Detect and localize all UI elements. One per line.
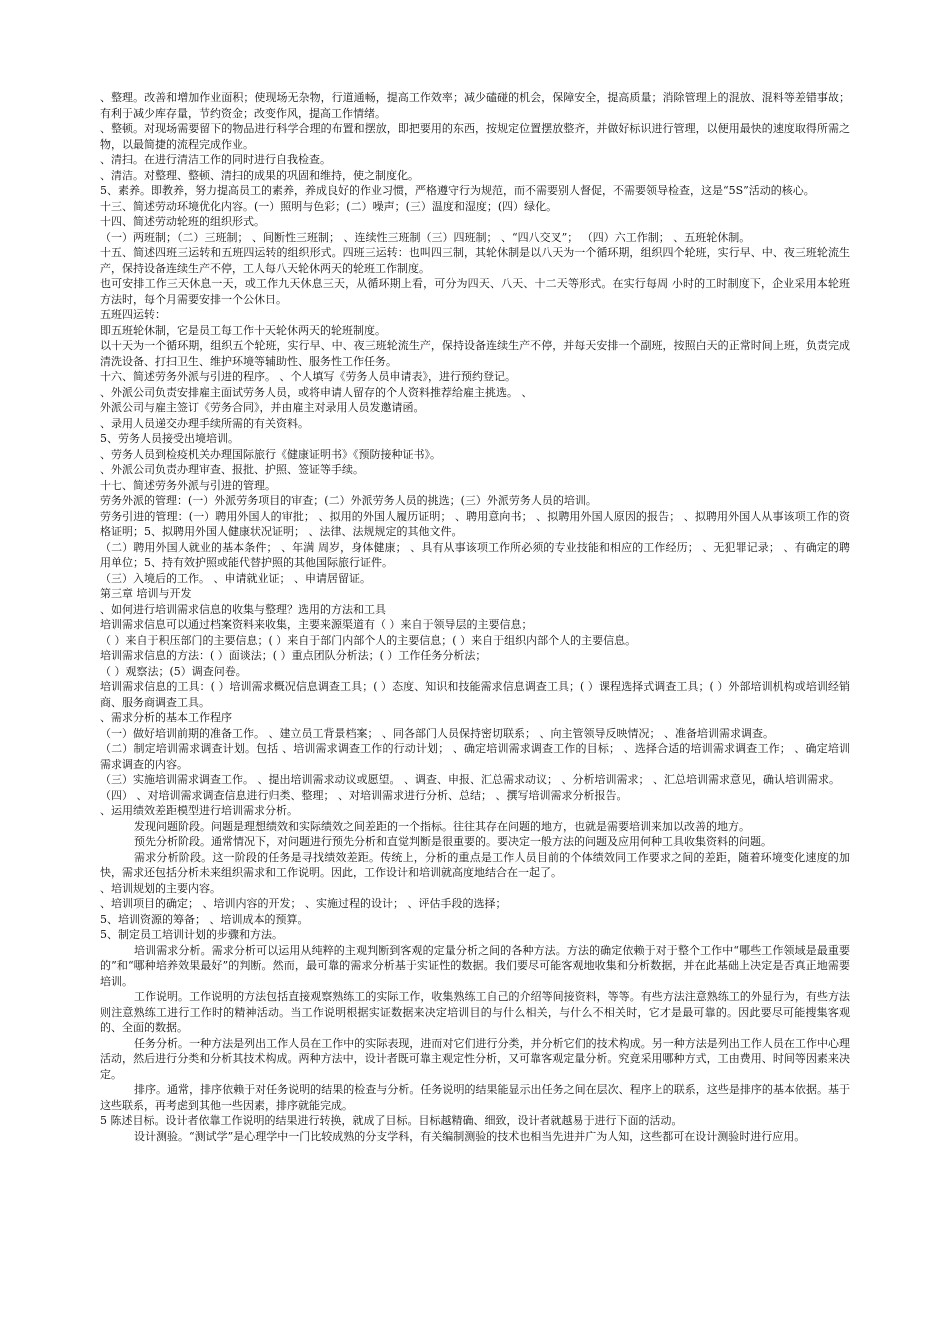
- paragraph: （一）做好培训前期的准备工作。 、建立员工背景档案； 、同各部门人员保持密切联系； 、向主管领导反映情况； 、准备培训需求调查。: [100, 726, 774, 740]
- paragraph: 十三、简述劳动环境优化内容。(一）照明与色彩；(二）噪声；(三）温度和湿度；(四）绿化。: [100, 199, 558, 213]
- paragraph: 、劳务人员到检疫机关办理国际旅行《健康证明书》《预防接种证书》。: [100, 447, 441, 461]
- paragraph: 需求分析阶段。这一阶段的任务是寻找绩效差距。传统上，分析的重点是工作人员目前的个体绩效同工作要求之间的差距，随着环境变化速度的加快，需求还包括分析未来组织需求和工作说明。因此，工作设计和培训就高度地结合在一起了。: [100, 850, 850, 879]
- paragraph: 培训需求分析。需求分析可以运用从纯粹的主观判断到客观的定量分析之间的各种方法。方法的确定依赖于对于整个工作中“哪些工作领域是最重要的”和“哪种培养效果最好”的判断。然而，最可靠的需求分析基于实证性的数据。我们要尽可能客观地收集和分析数据，并在此基础上决定是否真正地需要培训。: [100, 943, 850, 988]
- paragraph: （四） 、对培训需求调查信息进行归类、整理； 、对培训需求进行分析、总结； 、撰写培训需求分析报告。: [100, 788, 628, 802]
- paragraph: 劳务引进的管理：(一）聘用外国人的审批； 、拟用的外国人履历证明； 、聘用意向书； 、拟聘用外国人原因的报告； 、拟聘用外国人从事该项工作的资格证明；5、拟聘用外国人健康状况证明； 、法律、法规规定的其他文件。: [100, 509, 850, 538]
- paragraph: 、清洁。对整理、整顿、清扫的成果的巩固和维持，使之制度化。: [100, 168, 419, 182]
- paragraph: 5、劳务人员接受出境培训。: [100, 432, 239, 445]
- paragraph: 、如何进行培训需求信息的收集与整理？选用的方法和工具: [100, 602, 386, 616]
- paragraph: 任务分析。一种方法是列出工作人员在工作中的实际表现，进而对它们进行分类，并分析它们的技术构成。另一种方法是列出工作人员在工作中心理活动，然后进行分类和分析其技术构成。两种方法中，设计者既可靠主观定性分析，又可靠客观定量分析。究竟采用哪种方式，工由费用、时间等因素来决定。: [100, 1036, 850, 1081]
- paragraph: （三）入境后的工作。 、申请就业证； 、申请居留证。: [100, 571, 371, 585]
- paragraph: 十四、简述劳动轮班的组织形式。: [100, 215, 265, 228]
- paragraph: 、录用人员递交办理手续所需的有关资料。: [100, 416, 309, 430]
- paragraph: 十六、简述劳务外派与引进的程序。 、个人填写《劳务人员申请表》，进行预约登记。: [100, 370, 516, 383]
- paragraph: 、需求分析的基本工作程序: [100, 711, 232, 724]
- paragraph: 、培训项目的确定； 、培训内容的开发； 、实施过程的设计； 、评估手段的选择；: [100, 897, 507, 910]
- paragraph: 、运用绩效差距模型进行培训需求分析。: [100, 804, 298, 817]
- paragraph: 第三章 培训与开发: [100, 587, 192, 600]
- paragraph: 培训需求信息的方法：( ）面谈法；( ）重点团队分析法；( ）工作任务分析法；: [100, 649, 487, 662]
- paragraph: （二）制定培训需求调查计划。包括 、培训需求调查工作的行动计划； 、确定培训需求调查工作的目标； 、选择合适的培训需求调查工作； 、确定培训需求调查的内容。: [100, 742, 850, 771]
- paragraph: 工作说明。工作说明的方法包括直接观察熟练工的实际工作，收集熟练工自己的介绍等间接资料，等等。有些方法注意熟练工的外显行为，有些方法则注意熟练工进行工作时的精神活动。当工作说明根据实证数据来决定培训目的与什么相关，与什么不相关时，它才是最可靠的。因此要尽可能搜集客观的、全面的数据。: [100, 990, 850, 1034]
- paragraph: （三）实施培训需求调查工作。 、提出培训需求动议或愿望。 、调查、申报、汇总需求动议； 、分析培训需求； 、汇总培训需求意见，确认培训需求。: [100, 773, 840, 786]
- paragraph: 、整理。改善和增加作业面积；使现场无杂物，行道通畅，提高工作效率；减少磕碰的机会，保障安全，提高质量；消除管理上的混放、混料等差错事故；有利于减少库存量，节约资金；改变作风，提高工作情绪。: [100, 91, 850, 120]
- paragraph: 五班四运转：: [100, 308, 166, 321]
- paragraph: 十七、简述劳务外派与引进的管理。: [100, 478, 276, 492]
- paragraph: 培训需求信息可以通过档案资料来收集，主要来源渠道有（ ）来自于领导层的主要信息；: [100, 618, 533, 631]
- paragraph: 5、素养。即教养，努力提高员工的素养，养成良好的作业习惯，严格遵守行为规范，而不需要别人督促，不需要领导检查，这是“5S”活动的核心。: [100, 184, 815, 197]
- paragraph: 也可安排工作三天休息一天，或工作九天休息三天，从循环期上看，可分为四天、八天、十二天等形式。在实行每周 小时的工时制度下，企业采用本轮班方法时，每个月需要安排一个公休日。: [100, 277, 850, 306]
- paragraph: 外派公司与雇主签订《劳务合同》，并由雇主对录用人员发邀请函。: [100, 401, 425, 414]
- paragraph: 即五班轮休制，它是员工每工作十天轮休两天的轮班制度。: [100, 323, 386, 337]
- paragraph: （二）聘用外国人就业的基本条件； 、年满 周岁，身体健康； 、具有从事该项工作所必须的专业技能和相应的工作经历； 、无犯罪记录； 、有确定的聘用单位；5、持有效护照或能代替护照的其他国际旅行证件。: [100, 540, 850, 569]
- paragraph: 、整顿。对现场需要留下的物品进行科学合理的布置和摆放，即把要用的东西，按规定位置摆放整齐，并做好标识进行管理，以便用最快的速度取得所需之物，以最简捷的流程完成作业。: [100, 122, 850, 151]
- paragraph: 培训需求信息的工具：( ）培训需求概况信息调查工具；( ）态度、知识和技能需求信息调查工具；( ）课程选择式调查工具；( ）外部培训机构或培训经销商、服务商调查工具。: [100, 680, 850, 709]
- paragraph: 十五、简述四班三运转和五班四运转的组织形式。四班三运转：也叫四三制，其轮休制是以八天为一个循环期，组织四个轮班，实行早、中、夜三班轮流生产，保持设备连续生产不停，工人每八天轮休两天的轮班工作制度。: [100, 246, 850, 275]
- paragraph: 、外派公司负责安排雇主面试劳务人员，或将申请人留存的个人资料推荐给雇主挑选。 、: [100, 385, 533, 399]
- paragraph: 设计测验。“测试学”是心理学中一门比较成熟的分支学科，有关编制测验的技术也相当先进并广为人知，这些都可在设计测验时进行应用。: [134, 1129, 806, 1143]
- paragraph: 5、培训资源的筹备； 、培训成本的预算。: [100, 912, 309, 926]
- paragraph: 5、制定员工培训计划的步骤和方法。: [100, 928, 283, 941]
- paragraph: （ ）来自于积压部门的主要信息；( ）来自于部门内部个人的主要信息；( ）来自于组织内部个人的主要信息。: [100, 633, 637, 647]
- paragraph: 劳务外派的管理：(一）外派劳务项目的审查；(二）外派劳务人员的挑选；(三）外派劳务人员的培训。: [100, 494, 597, 507]
- paragraph: （一）两班制；（二）三班制； 、间断性三班制； 、连续性三班制（三）四班制； 、“四八交叉”； （四）六工作制； 、五班轮休制。: [100, 230, 751, 244]
- paragraph: 以十天为一个循环期，组织五个轮班，实行早、中、夜三班轮流生产，保持设备连续生产不停，并每天安排一个副班，按照白天的正常时间上班，负责完成清洗设备、打扫卫生、维护环境等辅助性、服务性工作任务。: [100, 339, 850, 368]
- paragraph: 、清扫。在进行清洁工作的同时进行自我检查。: [100, 153, 331, 166]
- paragraph: 预先分析阶段。通常情况下，对问题进行预先分析和直觉判断是很重要的。要决定一般方法的问题及应用何种工具收集资料的问题。: [134, 835, 772, 848]
- paragraph: 排序。通常，排序依赖于对任务说明的结果的检查与分析。任务说明的结果能显示出任务之间在层次、程序上的联系，这些是排序的基本依据。基于这些联系，再考虑到其他一些因素，排序就能完成。: [100, 1083, 850, 1112]
- paragraph: 、外派公司负责办理审查、报批、护照、签证等手续。: [100, 463, 364, 476]
- paragraph: 、培训规划的主要内容。: [100, 881, 221, 895]
- paragraph: 发现问题阶段。问题是理想绩效和实际绩效之间差距的一个指标。往往其存在问题的地方，也就是需要培训来加以改善的地方。: [134, 819, 750, 833]
- paragraph: （ ）观察法；(5）调查问卷。: [100, 664, 247, 678]
- paragraph: 5 陈述目标。设计者依靠工作说明的结果进行转换，就成了目标。目标越精确、细致，设计者就越易于进行下面的活动。: [100, 1114, 683, 1127]
